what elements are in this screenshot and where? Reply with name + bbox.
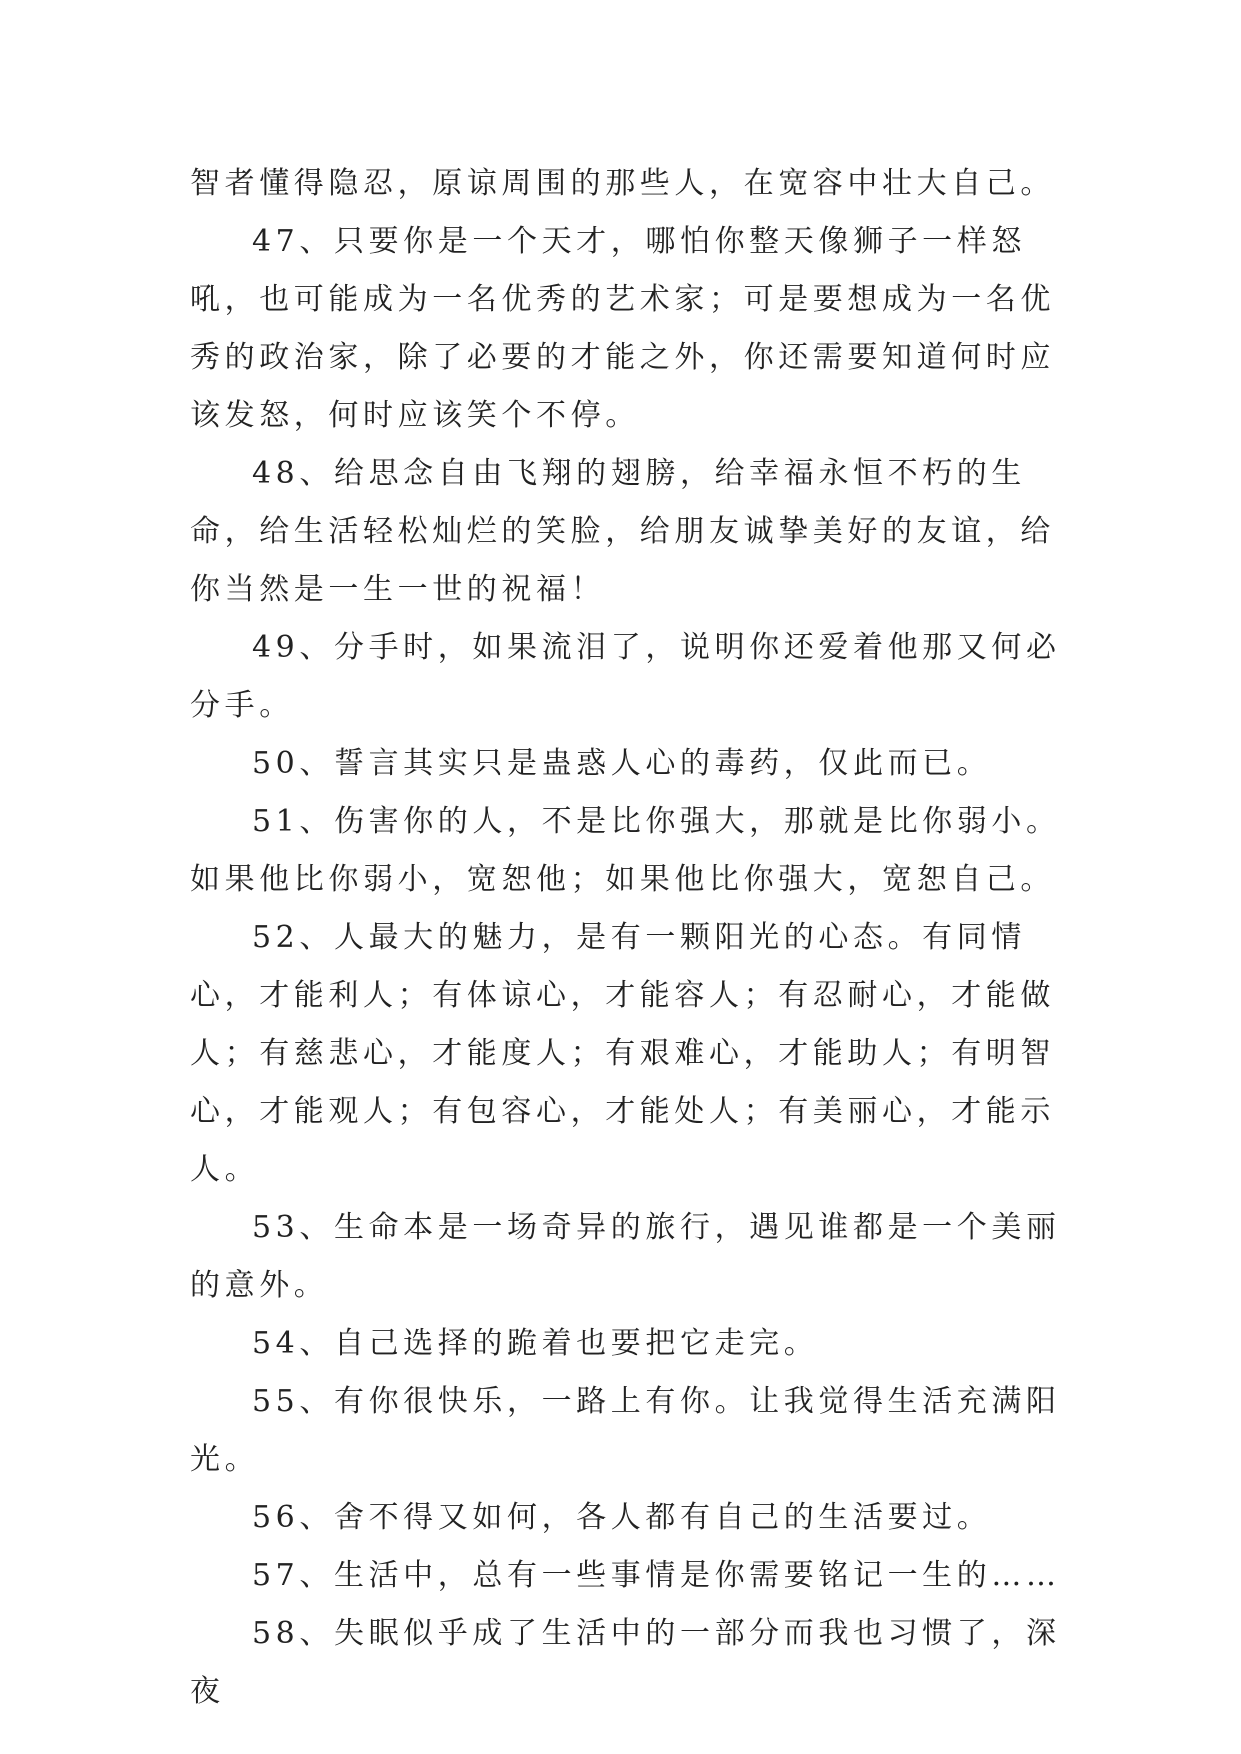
paragraph-55: 55、有你很快乐，一路上有你。让我觉得生活充满阳光。 (190, 1384, 1061, 1477)
paragraph-56: 56、舍不得又如何，各人都有自己的生活要过。 (252, 1500, 992, 1535)
paragraph-48: 48、给思念自由飞翔的翅膀，给幸福永恒不朽的生命，给生活轻松灿烂的笑脸，给朋友诚挚美好的友谊，给你当然是一生一世的祝福！ (190, 456, 1055, 607)
paragraph-52: 52、人最大的魅力，是有一颗阳光的心态。有同情心，才能利人；有体谅心，才能容人；有忍耐心，才能做人；有慈悲心，才能度人；有艰难心，才能助人；有明智心，才能观人；有包容心，才能处人；有美丽心，才能示人。 (190, 920, 1055, 1187)
paragraph-continuation: 智者懂得隐忍，原谅周围的那些人，在宽容中壮大自己。 (190, 166, 1055, 201)
paragraph-54: 54、自己选择的跪着也要把它走完。 (252, 1326, 819, 1361)
paragraph-49: 49、分手时，如果流泪了，说明你还爱着他那又何必分手。 (190, 630, 1061, 723)
paragraph-58: 58、失眠似乎成了生活中的一部分而我也习惯了，深夜 (190, 1616, 1061, 1709)
document-body (190, 155, 1062, 1721)
paragraph-47: 47、只要你是一个天才，哪怕你整天像狮子一样怒吼，也可能成为一名优秀的艺术家；可是要想成为一名优秀的政治家，除了必要的才能之外，你还需要知道何时应该发怒，何时应该笑个不停。 (190, 224, 1055, 433)
paragraph-50: 50、誓言其实只是蛊惑人心的毒药，仅此而已。 (252, 746, 992, 781)
paragraph-51: 51、伤害你的人，不是比你强大，那就是比你弱小。如果他比你弱小，宽恕他；如果他比你强大，宽恕自己。 (190, 804, 1061, 897)
paragraph-57: 57、生活中，总有一些事情是你需要铭记一生的…… (252, 1558, 1061, 1593)
paragraph-53: 53、生命本是一场奇异的旅行，遇见谁都是一个美丽的意外。 (190, 1210, 1061, 1303)
